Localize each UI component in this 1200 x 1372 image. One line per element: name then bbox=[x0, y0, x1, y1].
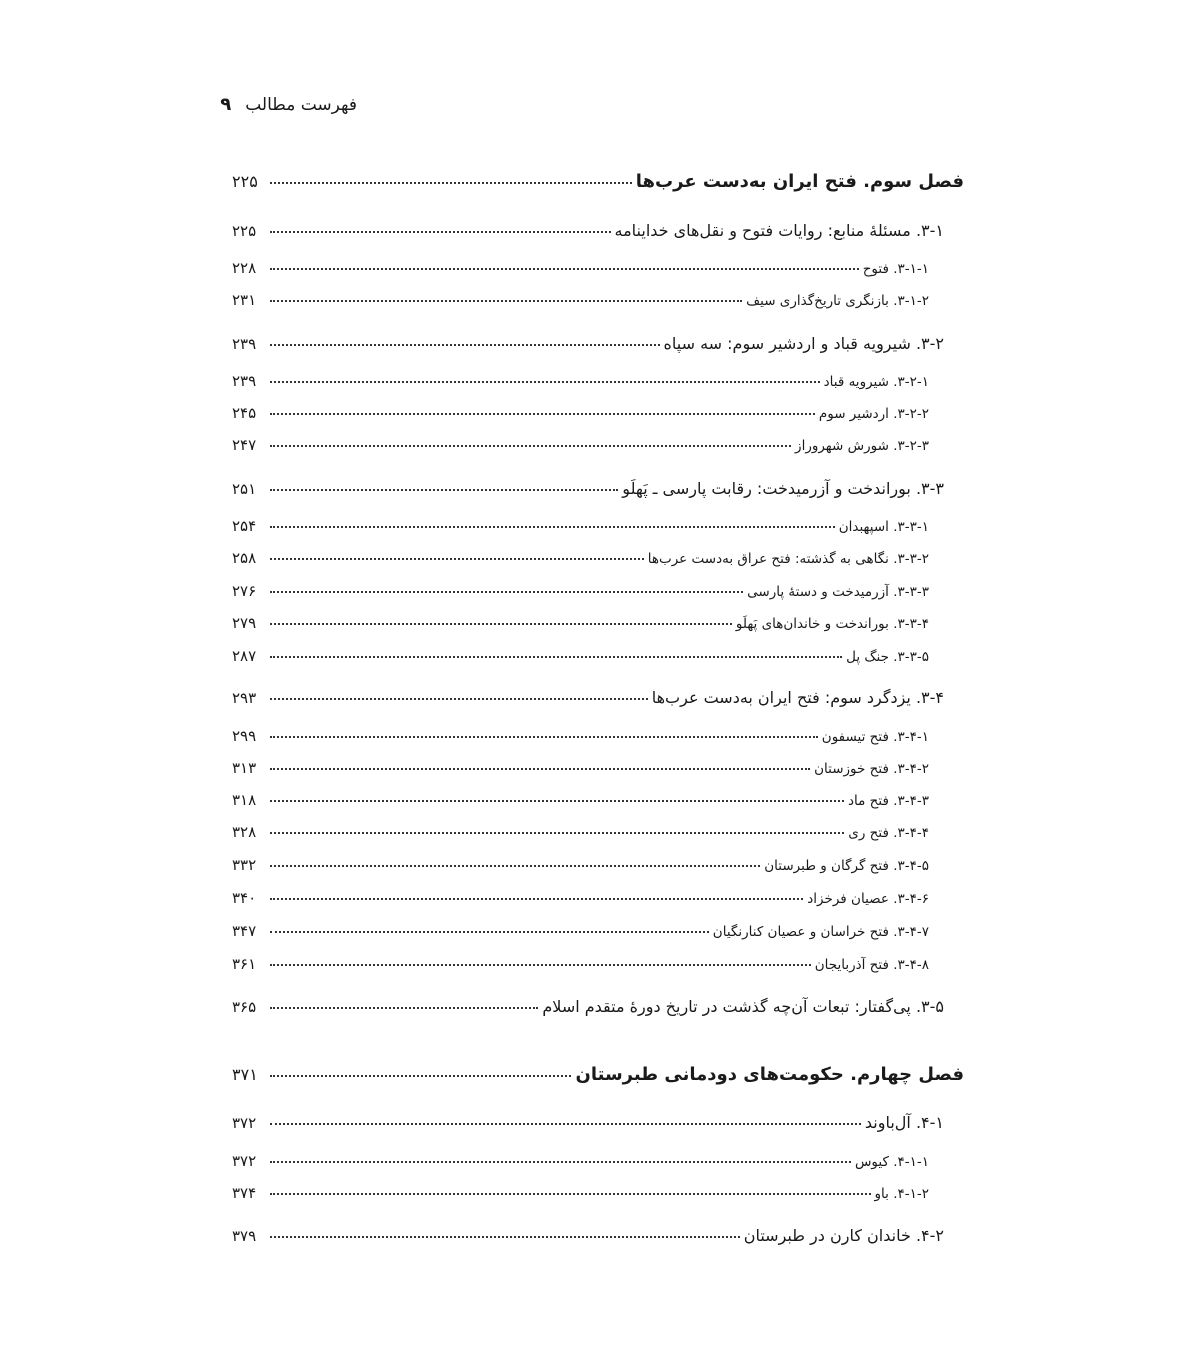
dot-leader bbox=[270, 526, 835, 528]
toc-entry-title: ۳-۲-۱. شیرویه قباد bbox=[823, 374, 929, 390]
toc-subsection bbox=[232, 889, 929, 907]
toc-entry-title: ۳-۴. یزدگرد سوم: فتح ایران به‌دست عرب‌ها bbox=[651, 688, 944, 707]
dot-leader bbox=[270, 300, 742, 302]
dot-leader bbox=[270, 964, 811, 966]
toc-entry-page: ۳۳۲ bbox=[232, 856, 257, 874]
toc-subsection bbox=[232, 922, 929, 940]
toc-subsection bbox=[232, 582, 929, 600]
toc-subsection bbox=[232, 549, 929, 567]
dot-leader bbox=[270, 413, 815, 415]
toc-entry-title: ۳-۳. بوراندخت و آزرمیدخت: رقابت پارسی ـ پَهلَو bbox=[622, 479, 944, 498]
toc-entry-page: ۳۶۱ bbox=[232, 955, 257, 973]
toc-entry-title: ۳-۴-۴. فتح ری bbox=[848, 825, 929, 841]
toc-entry-title: ۳-۳-۵. جنگ پل bbox=[846, 649, 929, 665]
dot-leader bbox=[270, 1123, 861, 1125]
toc-entry-page: ۲۹۳ bbox=[232, 689, 257, 707]
toc-entry-page: ۳۷۲ bbox=[232, 1152, 257, 1170]
toc-subsection bbox=[232, 1184, 929, 1202]
toc-subsection bbox=[232, 727, 929, 745]
toc-entry-page: ۲۵۸ bbox=[232, 549, 257, 567]
toc-entry-page: ۲۵۱ bbox=[232, 480, 257, 498]
toc-entry-title: ۴-۱. آل‌باوند bbox=[864, 1113, 944, 1132]
toc-subsection bbox=[232, 823, 929, 841]
toc-entry-title: ۳-۴-۸. فتح آذربایجان bbox=[814, 957, 929, 973]
toc-entry-page: ۳۷۱ bbox=[232, 1065, 258, 1084]
dot-leader bbox=[270, 865, 760, 867]
dot-leader bbox=[270, 558, 644, 560]
toc-entry-title: فصل سوم. فتح ایران به‌دست عرب‌ها bbox=[635, 171, 964, 192]
toc-section bbox=[232, 1113, 944, 1132]
toc-section bbox=[232, 1226, 944, 1245]
toc-entry-page: ۳۲۸ bbox=[232, 823, 257, 841]
toc-entry-title: فصل چهارم. حکومت‌های دودمانی طبرستان bbox=[575, 1064, 964, 1085]
toc-subsection bbox=[232, 647, 929, 665]
toc-section bbox=[232, 688, 944, 707]
toc-subsection bbox=[232, 759, 929, 777]
toc-entry-title: ۳-۴-۶. عصیان فرخزاد bbox=[807, 891, 929, 907]
toc-section bbox=[232, 221, 944, 240]
toc-entry-page: ۳۴۰ bbox=[232, 889, 257, 907]
dot-leader bbox=[270, 698, 648, 700]
toc-entry-page: ۲۳۱ bbox=[232, 291, 257, 309]
toc-entry-title: ۳-۳-۴. بوراندخت و خاندان‌های پَهلَو bbox=[735, 616, 929, 632]
toc-entry-page: ۲۴۵ bbox=[232, 404, 257, 422]
toc-entry-title: ۳-۳-۱. اسپهبدان bbox=[838, 519, 929, 535]
toc-entry-page: ۲۷۹ bbox=[232, 614, 257, 632]
toc-entry-title: ۳-۳-۳. آزرمیدخت و دستهٔ پارسی bbox=[747, 584, 929, 600]
dot-leader bbox=[270, 1007, 538, 1009]
toc-entry-page: ۳۷۹ bbox=[232, 1227, 257, 1245]
toc-entry-title: ۴-۲. خاندان کارن در طبرستان bbox=[743, 1226, 944, 1245]
toc-entry-page: ۲۲۸ bbox=[232, 259, 257, 277]
toc-chapter bbox=[232, 171, 964, 192]
toc-entry-title: ۳-۵. پی‌گفتار: تبعات آن‌چه گذشت در تاریخ دورهٔ متقدم اسلام bbox=[542, 997, 944, 1016]
toc-subsection bbox=[232, 372, 929, 390]
dot-leader bbox=[270, 656, 842, 658]
dot-leader bbox=[270, 268, 859, 270]
toc-entry-page: ۳۱۳ bbox=[232, 759, 257, 777]
toc-entry-page: ۳۷۴ bbox=[232, 1184, 257, 1202]
toc-section bbox=[232, 334, 944, 353]
toc-entry-page: ۲۳۹ bbox=[232, 372, 257, 390]
dot-leader bbox=[270, 1236, 740, 1238]
toc-section bbox=[232, 479, 944, 498]
toc-subsection bbox=[232, 517, 929, 535]
dot-leader bbox=[270, 231, 611, 233]
toc-entry-title: ۳-۴-۲. فتح خوزستان bbox=[814, 761, 929, 777]
toc-section bbox=[232, 997, 944, 1016]
toc-subsection bbox=[232, 404, 929, 422]
toc-subsection bbox=[232, 259, 929, 277]
toc-entry-title: ۳-۲. شیرویه قباد و اردشیر سوم: سه سپاه bbox=[663, 334, 944, 353]
page-number: ۹ bbox=[220, 94, 232, 115]
dot-leader bbox=[270, 344, 660, 346]
toc-chapter bbox=[232, 1064, 964, 1085]
toc-entry-title: ۳-۴-۵. فتح گرگان و طبرستان bbox=[764, 858, 929, 874]
running-header-title: فهرست مطالب bbox=[245, 95, 357, 115]
dot-leader bbox=[270, 1193, 871, 1195]
dot-leader bbox=[270, 591, 743, 593]
toc-entry-page: ۲۵۴ bbox=[232, 517, 257, 535]
dot-leader bbox=[270, 445, 791, 447]
toc-subsection bbox=[232, 856, 929, 874]
toc-subsection bbox=[232, 291, 929, 309]
toc-entry-title: ۳-۲-۳. شورش شهروراز bbox=[795, 438, 929, 454]
dot-leader bbox=[270, 800, 844, 802]
running-header bbox=[220, 94, 357, 115]
toc-entry-title: ۴-۱-۱. کیوس bbox=[854, 1154, 929, 1170]
dot-leader bbox=[270, 1161, 851, 1163]
toc-entry-page: ۳۶۵ bbox=[232, 998, 257, 1016]
dot-leader bbox=[270, 1075, 571, 1077]
toc-entry-title: ۳-۲-۲. اردشیر سوم bbox=[818, 406, 929, 422]
toc-entry-page: ۳۷۲ bbox=[232, 1114, 257, 1132]
toc-entry-title: ۳-۳-۲. نگاهی به گذشته: فتح عراق به‌دست عرب‌ها bbox=[647, 551, 929, 567]
dot-leader bbox=[270, 898, 803, 900]
toc-entry-page: ۲۹۹ bbox=[232, 727, 257, 745]
toc-entry-page: ۲۴۷ bbox=[232, 436, 257, 454]
toc-entry-title: ۳-۱-۲. بازنگری تاریخ‌گذاری سیف bbox=[746, 293, 929, 309]
toc-subsection bbox=[232, 614, 929, 632]
dot-leader bbox=[270, 182, 632, 184]
toc-entry-page: ۳۱۸ bbox=[232, 791, 257, 809]
toc-subsection bbox=[232, 791, 929, 809]
toc-entry-title: ۳-۱. مسئلهٔ منابع: روایات فتوح و نقل‌های خداینامه bbox=[614, 221, 944, 240]
dot-leader bbox=[270, 931, 709, 933]
toc-entry-title: ۳-۴-۳. فتح ماد bbox=[848, 793, 929, 809]
toc-entry-page: ۲۷۶ bbox=[232, 582, 257, 600]
toc-subsection bbox=[232, 436, 929, 454]
toc-entry-page: ۲۲۵ bbox=[232, 222, 257, 240]
toc-entry-title: ۳-۱-۱. فتوح bbox=[862, 261, 929, 277]
toc-entry-page: ۲۳۹ bbox=[232, 335, 257, 353]
toc-entry-title: ۴-۱-۲. باو bbox=[874, 1186, 929, 1202]
dot-leader bbox=[270, 736, 818, 738]
dot-leader bbox=[270, 381, 820, 383]
toc-entry-page: ۳۴۷ bbox=[232, 922, 257, 940]
dot-leader bbox=[270, 489, 618, 491]
toc-entry-page: ۲۸۷ bbox=[232, 647, 257, 665]
dot-leader bbox=[270, 768, 810, 770]
toc-entry-title: ۳-۴-۱. فتح تیسفون bbox=[821, 729, 929, 745]
toc-subsection bbox=[232, 1152, 929, 1170]
toc-entry-page: ۲۲۵ bbox=[232, 172, 258, 191]
toc-entry-title: ۳-۴-۷. فتح خراسان و عصیان کنارنگیان bbox=[712, 924, 929, 940]
toc-subsection bbox=[232, 955, 929, 973]
dot-leader bbox=[270, 623, 732, 625]
dot-leader bbox=[270, 832, 844, 834]
